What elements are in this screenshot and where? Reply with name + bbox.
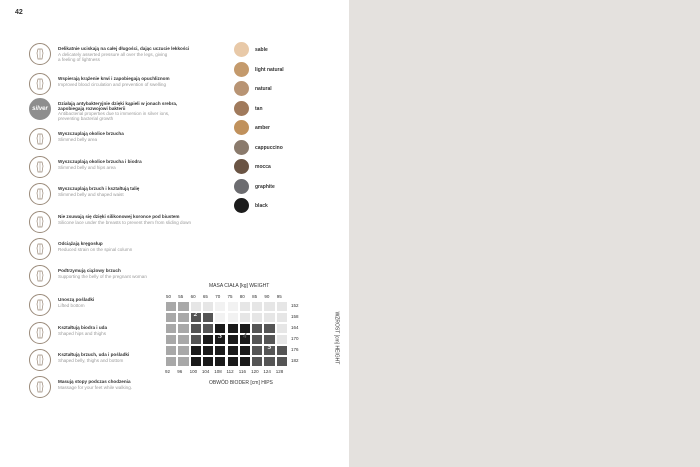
feature-title: Wspierają krążenie krwi i zapobiegają opuchliznom bbox=[58, 76, 170, 81]
grid-cell bbox=[251, 356, 263, 367]
grid-cell bbox=[190, 345, 202, 356]
color-dot bbox=[234, 198, 249, 213]
top-tick-label: 90 bbox=[264, 294, 270, 299]
feature-title: Kształtują brzuch, uda i pośladki bbox=[58, 352, 130, 357]
grid-cell bbox=[165, 312, 177, 323]
grid-cell bbox=[214, 345, 226, 356]
page-number: 42 bbox=[15, 9, 23, 16]
right-tick-label: 164 bbox=[291, 325, 299, 330]
feature-description: Slimmed belly and hips area bbox=[58, 165, 116, 170]
feature-description: Reduced strain on the spinal column bbox=[58, 247, 133, 252]
grid-cell bbox=[202, 345, 214, 356]
feature-title: Unoszą pośladki bbox=[58, 297, 95, 302]
size-zone-label: 5 bbox=[267, 343, 272, 351]
feature-item bbox=[29, 128, 219, 152]
grid-cell bbox=[177, 356, 189, 367]
feature-item bbox=[29, 211, 219, 235]
top-tick-label: 70 bbox=[215, 294, 221, 299]
top-tick-label: 75 bbox=[227, 294, 233, 299]
grid-cell bbox=[251, 345, 263, 356]
color-dot bbox=[234, 81, 249, 96]
feature-title: Odciążają kręgosłup bbox=[58, 241, 103, 246]
color-swatch[interactable] bbox=[234, 62, 344, 78]
grid-cell bbox=[276, 334, 288, 345]
color-dot bbox=[234, 140, 249, 155]
grid-cell bbox=[165, 301, 177, 312]
color-swatch[interactable] bbox=[234, 81, 344, 97]
grid-cell bbox=[239, 312, 251, 323]
chart-xlabel: OBWÓD BIODER [cm] HIPS bbox=[209, 380, 273, 386]
right-tick-label: 182 bbox=[291, 358, 299, 363]
bottom-tick-label: 100 bbox=[189, 369, 198, 374]
top-tick-label: 85 bbox=[252, 294, 258, 299]
feature-item bbox=[29, 238, 219, 262]
color-swatch[interactable] bbox=[234, 179, 344, 195]
grid-cell bbox=[239, 345, 251, 356]
size-zone-label: 3 bbox=[218, 332, 222, 340]
feature-item bbox=[29, 43, 219, 67]
grid-cell bbox=[177, 312, 189, 323]
color-swatch[interactable] bbox=[234, 198, 344, 214]
grid-cell bbox=[177, 334, 189, 345]
grid-cell bbox=[251, 312, 263, 323]
grid-cell bbox=[214, 312, 226, 323]
feature-description: Antibacterial properties due to immersion in silver ions, bbox=[58, 111, 170, 116]
grid-cell bbox=[177, 301, 189, 312]
grid-cell bbox=[190, 323, 202, 334]
bottom-tick-label: 104 bbox=[201, 369, 210, 374]
color-dot bbox=[234, 159, 249, 174]
feature-description: A delicately asserted pressure all over the legs, giving bbox=[58, 52, 168, 57]
bottom-tick-label: 92 bbox=[165, 369, 171, 374]
feature-title: Masują stopy podczas chodzenia bbox=[58, 379, 131, 384]
chart-ylabel: WZROST [cm] HEIGHT bbox=[333, 311, 340, 365]
grid-cell bbox=[239, 356, 251, 367]
feature-description: Improved blood circulation and prevention of swelling bbox=[58, 82, 167, 87]
bottom-tick-label: 96 bbox=[177, 369, 183, 374]
color-dot bbox=[234, 120, 249, 135]
chart-title: MASA CIAŁA [kg] WEIGHT bbox=[209, 283, 270, 289]
grid-cell bbox=[165, 356, 177, 367]
bottom-tick-label: 124 bbox=[263, 369, 271, 374]
grid-cell bbox=[202, 301, 214, 312]
color-dot bbox=[234, 62, 249, 77]
background-panel bbox=[349, 0, 700, 467]
grid-cell bbox=[165, 345, 177, 356]
feature-description-line2: a feeling of lightness bbox=[58, 57, 100, 62]
grid-cell bbox=[251, 323, 263, 334]
silver-text: silver bbox=[32, 106, 48, 112]
feature-title: Wyszczuplają okolice brzucha bbox=[58, 131, 124, 136]
belly-thighs-bottom-icon bbox=[29, 349, 51, 371]
size-zone-label: 4 bbox=[243, 332, 247, 340]
grid-cell bbox=[263, 356, 275, 367]
feature-item bbox=[29, 73, 219, 97]
belly-hips-icon bbox=[29, 156, 51, 178]
grid-cell bbox=[276, 356, 288, 367]
feature-description: Massage for your feet while walking. bbox=[58, 385, 133, 390]
right-tick-label: 158 bbox=[291, 314, 299, 319]
grid-cell bbox=[177, 323, 189, 334]
color-swatch[interactable] bbox=[234, 159, 344, 175]
color-swatch[interactable] bbox=[234, 42, 344, 58]
top-tick-label: 60 bbox=[190, 294, 196, 299]
grid-cell bbox=[190, 356, 202, 367]
size-grid bbox=[165, 301, 288, 367]
spine-icon bbox=[29, 238, 51, 260]
feature-title: Wyszczuplają okolice brzucha i biodra bbox=[58, 159, 142, 164]
grid-cell bbox=[165, 334, 177, 345]
feature-title: Delikatnie uciskają na całej długości, dając uczucie lekkości bbox=[58, 46, 190, 51]
feature-description: Shaped hips and thighs bbox=[58, 331, 107, 336]
feature-title: Podtrzymują ciążowy brzuch bbox=[58, 268, 121, 273]
top-tick-label: 50 bbox=[166, 294, 172, 299]
color-name: graphite bbox=[255, 183, 275, 190]
waist-icon bbox=[29, 183, 51, 205]
feature-title: Wyszczuplają brzuch i kształtują talię bbox=[58, 186, 140, 191]
grid-cell bbox=[165, 323, 177, 334]
size-chart bbox=[160, 283, 340, 388]
feature-item bbox=[29, 98, 219, 122]
silicone-lace-icon bbox=[29, 211, 51, 233]
bottom-tick-label: 116 bbox=[238, 369, 246, 374]
right-tick-label: 170 bbox=[291, 336, 299, 341]
grid-cell bbox=[276, 323, 288, 334]
grid-cell bbox=[239, 301, 251, 312]
grid-cell bbox=[227, 334, 239, 345]
right-tick-label: 176 bbox=[291, 347, 299, 352]
silver-icon bbox=[29, 98, 51, 120]
top-tick-label: 65 bbox=[202, 294, 208, 299]
color-name: tan bbox=[255, 105, 263, 112]
grid-cell bbox=[276, 312, 288, 323]
color-name: sable bbox=[255, 47, 268, 53]
color-name: light natural bbox=[255, 66, 284, 73]
feature-description: Shaped belly, thighs and bottom bbox=[58, 358, 124, 363]
color-dot bbox=[234, 42, 249, 57]
grid-cell bbox=[227, 301, 239, 312]
grid-cell bbox=[263, 301, 275, 312]
feature-title-line2: zapobiegają rozwojowi bakterii bbox=[58, 106, 126, 111]
grid-cell bbox=[227, 323, 239, 334]
grid-cell bbox=[276, 345, 288, 356]
color-dot bbox=[234, 179, 249, 194]
feature-item bbox=[29, 156, 219, 180]
grid-cell bbox=[227, 345, 239, 356]
grid-cell bbox=[202, 312, 214, 323]
feature-description: Slimmed belly area bbox=[58, 137, 98, 142]
top-tick-label: 80 bbox=[239, 294, 245, 299]
feature-description: Silicone lace under the breasts to prevent them from sliding down bbox=[58, 220, 192, 225]
color-name: black bbox=[255, 203, 268, 209]
feature-description: Supporting the belly of the pregnant woman bbox=[58, 274, 147, 279]
color-swatch[interactable] bbox=[234, 140, 344, 156]
size-zone-label: 2 bbox=[193, 310, 198, 318]
grid-cell bbox=[263, 312, 275, 323]
bottom-tick-label: 108 bbox=[214, 369, 222, 374]
full-length-legs-icon bbox=[29, 43, 51, 65]
grid-cell bbox=[263, 323, 275, 334]
feature-title: Nie zsuwają się dzięki silikonowej koronce pod biustem bbox=[58, 214, 180, 219]
grid-cell bbox=[214, 356, 226, 367]
grid-cell bbox=[227, 312, 239, 323]
grid-cell bbox=[227, 356, 239, 367]
grid-cell bbox=[202, 334, 214, 345]
catalog-page bbox=[0, 0, 349, 467]
grid-cell bbox=[177, 345, 189, 356]
grid-cell bbox=[251, 301, 263, 312]
color-name: natural bbox=[255, 86, 272, 92]
feature-title: Kształtują biodra i uda bbox=[58, 325, 108, 330]
feature-item bbox=[29, 183, 219, 207]
pregnant-belly-icon bbox=[29, 265, 51, 287]
slim-belly-icon bbox=[29, 128, 51, 150]
color-name: mocca bbox=[255, 164, 271, 170]
feature-description: Slimmed belly and shaped waist bbox=[58, 192, 124, 197]
color-swatch[interactable] bbox=[234, 101, 344, 117]
color-dot bbox=[234, 101, 249, 116]
feature-title: Działają antybakteryjnie dzięki kąpieli w jonach srebra, bbox=[58, 101, 178, 106]
bottom-tick-label: 120 bbox=[251, 369, 259, 374]
grid-cell bbox=[214, 301, 226, 312]
grid-cell bbox=[251, 334, 263, 345]
top-tick-label: 55 bbox=[178, 294, 184, 299]
right-tick-label: 152 bbox=[291, 303, 299, 308]
grid-cell bbox=[190, 334, 202, 345]
grid-cell bbox=[276, 301, 288, 312]
heart-circulation-icon bbox=[29, 73, 51, 95]
top-tick-label: 95 bbox=[276, 294, 282, 299]
grid-cell bbox=[202, 323, 214, 334]
grid-cell bbox=[202, 356, 214, 367]
bottom-tick-label: 112 bbox=[226, 369, 234, 374]
color-name: cappuccino bbox=[255, 144, 283, 151]
color-swatch[interactable] bbox=[234, 120, 344, 136]
foot-massage-icon bbox=[29, 376, 51, 398]
lifted-bottom-icon bbox=[29, 294, 51, 316]
color-name: amber bbox=[255, 125, 271, 131]
bottom-tick-label: 128 bbox=[275, 369, 284, 374]
hips-thighs-icon bbox=[29, 322, 51, 344]
feature-description-line2: preventing bacterial growth bbox=[58, 116, 114, 121]
feature-description: Lifted bottom bbox=[58, 303, 85, 308]
